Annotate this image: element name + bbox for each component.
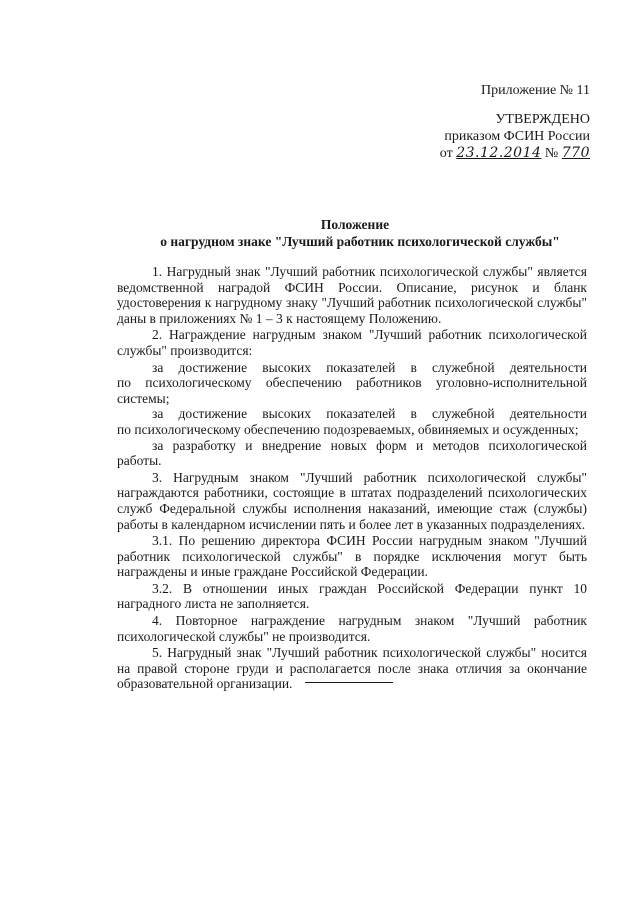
appendix-label: [481, 82, 590, 99]
order-prefix: от: [439, 146, 453, 161]
order-number-handwritten: 770: [561, 145, 590, 161]
end-divider-line: [305, 682, 393, 683]
paragraph-2b-first-line: за достижение высоких показателей в служебной деятельности: [152, 406, 587, 422]
paragraph-2a: [117, 360, 587, 407]
title-line-1: Положение: [320, 217, 390, 232]
paragraph-5: 5. Нагрудный знак "Лучший работник психологической службы" носится на правой стороне груди и располагается после знака отличия за окончание образовательной организации.: [117, 645, 587, 692]
document-title: [0, 216, 640, 250]
paragraph-1: 1. Нагрудный знак "Лучший работник психологической службы" является ведомственной наградой ФСИН России. Описание, рисунок и бланк удостоверения к нагрудному знаку "Лучший работник психологической службы" даны в приложениях № 1 – 3 к настоящему Положению.: [117, 264, 587, 326]
title-line-2: о нагрудном знаке "Лучший работник психологической службы": [160, 234, 560, 249]
paragraph-3: 3. Нагрудным знаком "Лучший работник психологической службы" награждаются работники, состоящие в штатах подразделений психологических служб Федеральной службы исполнения наказаний, имеющие стаж (службы) работы в календарном исчислении пять и более лет в указанных подразделениях.: [117, 469, 587, 532]
paragraph-2b-rest: по психологическому обеспечению подозреваемых, обвиняемых и осужденных;: [117, 421, 579, 437]
paragraph-3-1: 3.1. По решению директора ФСИН России нагрудным знаком "Лучший работник психологической службы" в порядке исключения могут быть награждены и иные граждане Российской Федерации.: [117, 533, 587, 580]
paragraph-2a-first-line: за достижение высоких показателей в служебной деятельности: [152, 359, 587, 375]
appendix-text: Приложение № 11: [481, 83, 590, 98]
paragraph-4: 4. Повторное награждение нагрудным знаком "Лучший работник психологической службы" не производится.: [117, 613, 587, 644]
approval-block: [440, 111, 590, 162]
order-reference: [440, 145, 590, 162]
approved-by-order: приказом ФСИН России: [444, 129, 590, 144]
document-body: [117, 264, 587, 693]
paragraph-2c: за разработку и внедрение новых форм и методов психологической работы.: [117, 437, 587, 469]
paragraph-2: 2. Награждение нагрудным знаком "Лучший работник психологической службы" производится:: [117, 327, 587, 358]
paragraph-2a-rest: по психологическому обеспечению работников уголовно-исполнительной системы;: [117, 375, 587, 406]
paragraph-2b: [117, 406, 587, 437]
order-number-prefix: №: [544, 146, 559, 161]
approved-heading: УТВЕРЖДЕНО: [495, 112, 590, 127]
paragraph-3-2: 3.2. В отношении иных граждан Российской Федерации пункт 10 наградного листа не заполняется.: [117, 580, 587, 612]
order-date-handwritten: 23.12.2014: [456, 145, 542, 161]
